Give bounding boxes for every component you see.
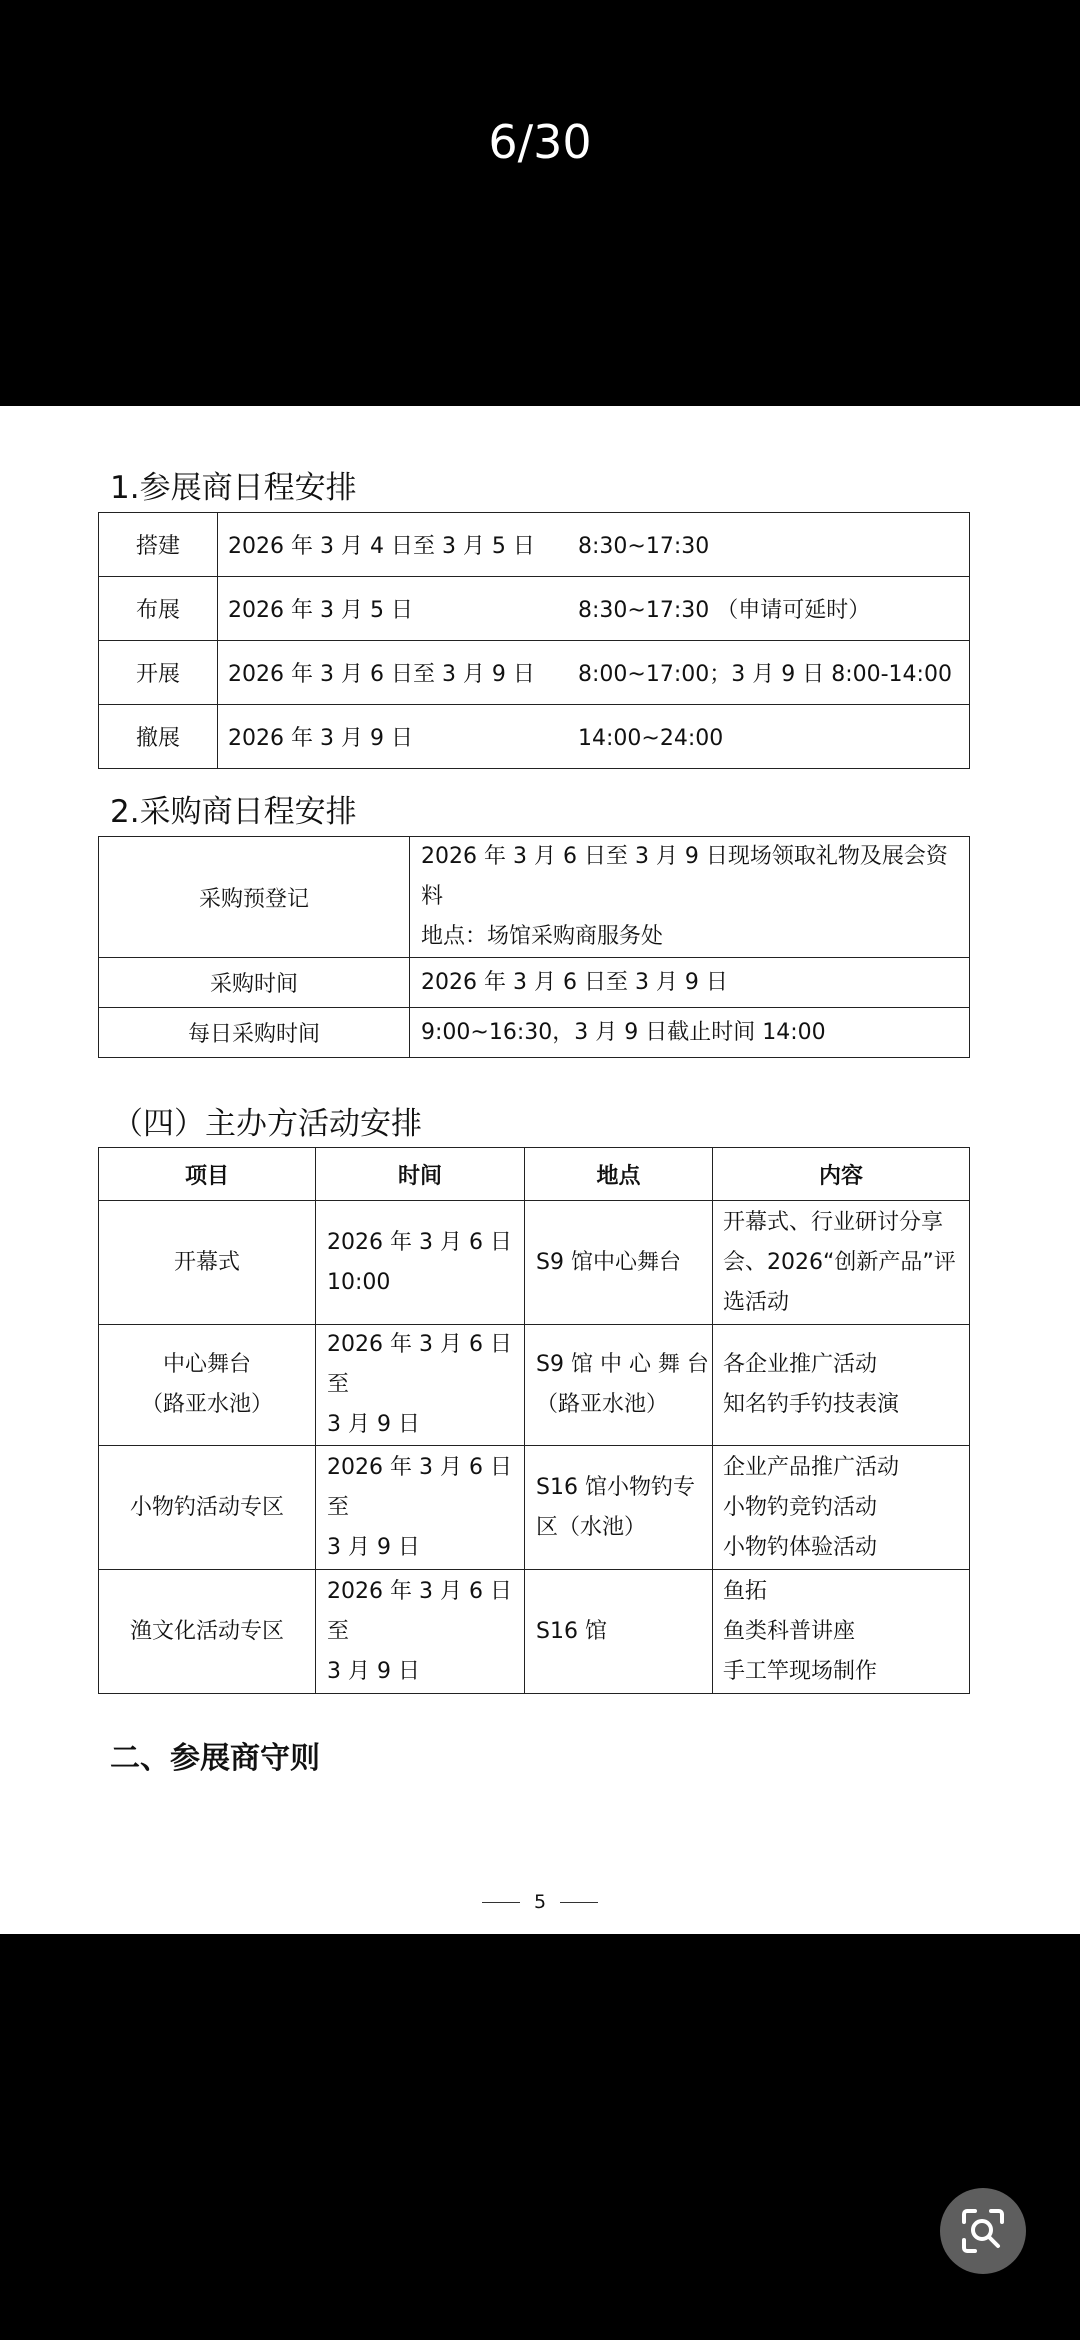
- activity-time: 2026 年 3 月 6 日至: [327, 1454, 512, 1520]
- activity-time: 2026 年 3 月 6 日至: [327, 1332, 512, 1397]
- row-label: 布展: [99, 577, 218, 641]
- row-time: 14:00~24:00: [578, 726, 724, 751]
- row-label: 采购预登记: [99, 837, 410, 958]
- exhibitor-schedule-table: [98, 512, 970, 769]
- table-row: [99, 837, 970, 958]
- scan-search-icon: [940, 2188, 1026, 2274]
- buyer-schedule-title: 2.采购商日程安排: [110, 794, 357, 830]
- row-date: 2026 年 3 月 4 日至 3 月 5 日: [228, 534, 535, 559]
- activity-place: S9 馆 中 心 舞 台: [536, 1352, 709, 1377]
- row-text: 地点：场馆采购商服务处: [421, 924, 664, 949]
- activity-name: 中心舞台: [162, 1352, 251, 1377]
- activity-content: 知名钓手钓技表演: [723, 1392, 900, 1417]
- row-time: 8:00~17:00；3 月 9 日 8:00-14:00: [578, 662, 952, 687]
- activity-time: 3 月 9 日: [327, 1534, 420, 1560]
- activity-place: S9 馆中心舞台: [536, 1249, 681, 1275]
- exhibitor-schedule-title: 1.参展商日程安排: [110, 470, 357, 506]
- page-footer: [0, 1891, 1080, 1913]
- table-row: [99, 958, 970, 1008]
- table-row: [99, 513, 970, 577]
- row-label: 采购时间: [99, 958, 410, 1008]
- activity-name: 小物钓活动专区: [129, 1494, 284, 1520]
- activity-name: 渔文化活动专区: [129, 1618, 284, 1644]
- activity-time: 3 月 9 日: [327, 1658, 420, 1684]
- activity-content: 手工竿现场制作: [723, 1658, 878, 1684]
- page-counter: 6/30: [488, 115, 592, 169]
- table-row: [99, 1325, 970, 1446]
- row-date: 2026 年 3 月 6 日至 3 月 9 日: [228, 662, 535, 687]
- activity-content: 企业产品推广活动: [723, 1454, 900, 1480]
- table-row: [99, 1570, 970, 1694]
- row-label: 搭建: [99, 513, 218, 577]
- activity-content: 各企业推广活动: [723, 1352, 878, 1377]
- document-page: [0, 406, 1080, 1934]
- row-text: 9:00~16:30，3 月 9 日截止时间 14:00: [410, 1008, 970, 1058]
- column-header: 地点: [525, 1148, 713, 1201]
- column-header: 项目: [99, 1148, 316, 1201]
- row-time: 8:30~17:30 （申请可延时）: [578, 598, 871, 623]
- row-time: 8:30~17:30: [578, 534, 710, 559]
- table-row: [99, 705, 970, 769]
- row-text: 2026 年 3 月 6 日至 3 月 9 日现场领取礼物及展会资料: [421, 844, 948, 909]
- table-row: [99, 1201, 970, 1325]
- activity-content: 开幕式、行业研讨分享: [723, 1209, 944, 1235]
- row-label: 撤展: [99, 705, 218, 769]
- activity-content: 选活动: [723, 1289, 790, 1315]
- activity-name: （路亚水池）: [140, 1392, 273, 1417]
- exhibitor-rules-heading: 二、参展商守则: [110, 1741, 320, 1776]
- activity-time: 10:00: [327, 1269, 391, 1295]
- activity-time: 2026 年 3 月 6 日至: [327, 1578, 512, 1644]
- activity-time: 2026 年 3 月 6 日: [327, 1229, 512, 1255]
- image-search-button[interactable]: [940, 2188, 1026, 2274]
- row-label: 每日采购时间: [99, 1008, 410, 1058]
- activity-place: S16 馆: [536, 1618, 607, 1644]
- activity-name: 开幕式: [173, 1249, 240, 1275]
- activity-place: 区（水池）: [536, 1514, 647, 1540]
- table-header-row: [99, 1148, 970, 1201]
- table-row: [99, 1446, 970, 1570]
- table-row: [99, 577, 970, 641]
- activity-place: S16 馆小物钓专: [536, 1474, 695, 1500]
- row-date: 2026 年 3 月 9 日: [228, 726, 413, 751]
- activity-content: 小物钓竞钓活动: [723, 1494, 878, 1520]
- footer-dash: [482, 1902, 520, 1903]
- activity-content: 鱼拓: [723, 1578, 768, 1604]
- activity-content: 鱼类科普讲座: [723, 1618, 856, 1644]
- organizer-activities-title: （四）主办方活动安排: [112, 1106, 422, 1142]
- table-row: [99, 641, 970, 705]
- buyer-schedule-table: [98, 836, 970, 1058]
- column-header: 时间: [316, 1148, 525, 1201]
- row-date: 2026 年 3 月 5 日: [228, 598, 413, 623]
- page-number: 5: [533, 1891, 547, 1913]
- row-label: 开展: [99, 641, 218, 705]
- column-header: 内容: [713, 1148, 970, 1201]
- footer-dash: [560, 1902, 598, 1903]
- table-row: [99, 1008, 970, 1058]
- activity-content: 会、2026“创新产品”评: [723, 1249, 956, 1275]
- activity-time: 3 月 9 日: [327, 1412, 420, 1437]
- activity-content: 小物钓体验活动: [723, 1534, 878, 1560]
- organizer-activities-table: [98, 1147, 970, 1694]
- activity-place: （路亚水池）: [536, 1392, 669, 1417]
- row-text: 2026 年 3 月 6 日至 3 月 9 日: [410, 958, 970, 1008]
